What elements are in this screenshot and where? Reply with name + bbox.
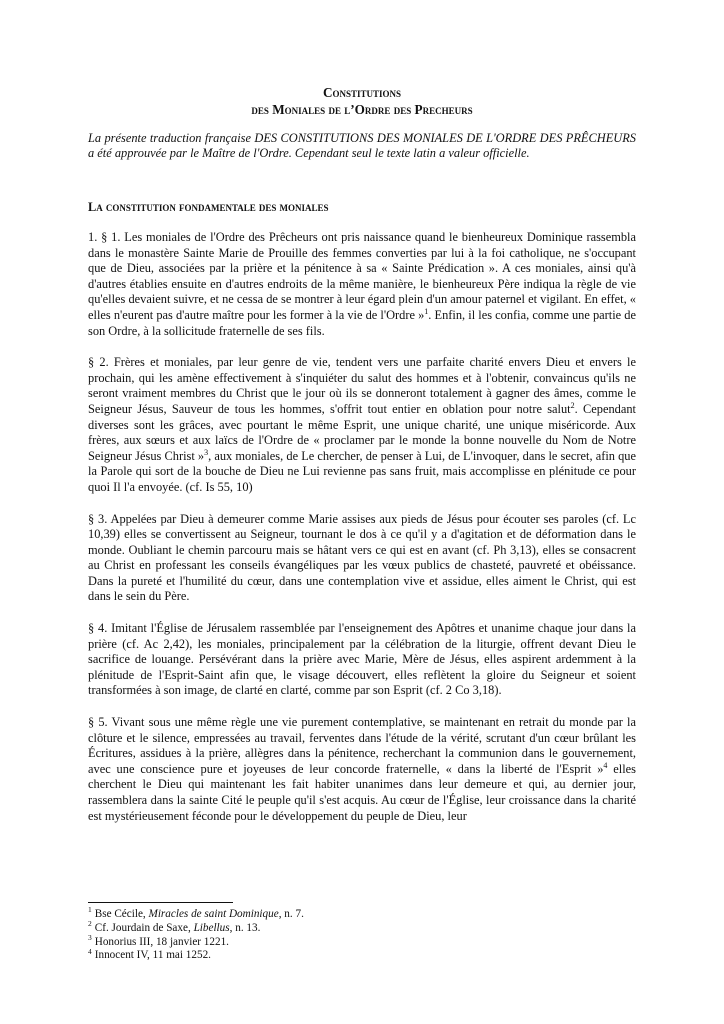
footnote-text: Bse Cécile, (94, 908, 149, 920)
footnote-number: 1 (88, 905, 92, 915)
paragraph-text: 1. § 1. Les moniales de l'Ordre des Prêcheurs ont pris naissance quand le bienheureux Dominique rassembla dans le monastère Sainte Marie de Prouille des femmes converties par lui à la foi catholique, ne s'occupant que de Dieu, associées par la prière et la pénitence à sa « Sainte Prédication ». A ces moniales, ainsi qu'à d'autres établies ensuite en d'autres endroits de la même manière, le bienheureux Père indiqua la règle de vie qu'elles devaient suivre, et ne cessa de se montrer à leur égard plein d'un amour paternel et vigilant. En effet, « elles n'eurent pas d'autre maître pour les former à la vie de l'Ordre » (88, 230, 636, 322)
footnote-title: Miracles de saint Dominique (148, 908, 279, 920)
footnote-number: 4 (88, 946, 92, 956)
footnote (88, 919, 636, 936)
footnote-text: Innocent IV, 11 mai 1252. (94, 949, 211, 962)
paragraph-3: § 3. Appelées par Dieu à demeurer comme Marie assises aux pieds de Jésus pour écouter ses paroles (cf. Lc 10,39) elles se convertissent au Seigneur, tournant le dos à ce qu'il y a d'agitation et de déformation dans le monde. Oubliant le chemin parcouru mais se hâtant vers ce qui est en avant (cf. Ph 3,13), elles se consacrent au Christ en professant les conseils évangéliques par les vœux publics de chasteté, pauvreté et obéissance. Dans la pureté et l'humilité du cœur, dans une contemplation vive et assidue, elles aiment le Christ, qui est dans le sein du Père. (88, 511, 636, 604)
paragraph-text: . Cependant diverses sont les grâces, avec pourtant le même Esprit, une unique charité, une unique miséricorde. Aux frères, aux sœurs et aux laïcs de l'Ordre de « proclamer par le monde la bonne nouvelle du Nom de Notre Seigneur Jésus Christ » (88, 401, 637, 463)
translation-notice: La présente traduction française DES CONSTITUTIONS DES MONIALES DE L'ORDRE DES PRÊCHEURS a été approuvée par le Maître de l'Ordre. Cependant seul le texte latin a valeur officielle. (88, 131, 636, 160)
footnote (88, 905, 636, 922)
paragraph-1 (88, 230, 636, 339)
footnote-number: 3 (88, 932, 92, 942)
paragraph-text: . Enfin, il les confia, comme une partie de son Ordre, à la sollicitude fraternelle de ses fils. (88, 307, 636, 338)
footnote-separator (88, 902, 233, 903)
document-page (88, 84, 636, 824)
footnote-ref: 3 (204, 447, 209, 457)
footnote (88, 932, 636, 950)
footnote-text: Cf. Jourdain de Saxe, (94, 921, 194, 934)
paragraph-5 (88, 715, 636, 824)
paragraph-2 (88, 355, 636, 495)
footnote-title: Libellus (193, 921, 230, 934)
paragraph-text: elles cherchent le Dieu qui maintenant les fait habiter unanimes dans leur demeure et qui, au dernier jour, rassemblera dans la sainte Cité le peuple qu'il s'est acquis. Au cœur de l'Église, leur croissance dans la charité est mystérieusement féconde pour le développement du peuple de Dieu, leur (88, 761, 636, 823)
footnote-ref: 2 (570, 400, 575, 410)
paragraph-text: § 2. Frères et moniales, par leur genre de vie, tendent vers une parfaite charité envers Dieu et envers le prochain, qui les amène effectivement à s'inquiéter du salut des hommes et à l'obtenir, convaincus qu'ils ne seront vraiment membres du Christ que le jour où ils se donneront totalement à gagner des âmes, comme le Seigneur Jésus, Sauveur de tous les hommes, s'offrit tout entier en oblation pour notre salut (88, 355, 636, 416)
paragraph-4: § 4. Imitant l'Église de Jérusalem rassemblée par l'enseignement des Apôtres et unanime chaque jour dans la prière (cf. Ac 2,42), les moniales, principalement par la célébration de la liturgie, offrent devant Dieu le sacrifice de louange. Persévérant dans la prière avec Marie, Mère de Jésus, elles aspirent ardemment à la plénitude de l'Esprit-Saint afin que, le visage découvert, elles reflètent la gloire du Seigneur et soient transformées à son image, de clarté en clarté, comme par son Esprit (cf. 2 Co 3,18). (88, 621, 636, 698)
footnotes (88, 905, 636, 963)
document-title (88, 84, 636, 118)
footnote-ref: 1 (424, 306, 429, 316)
footnote (88, 946, 636, 963)
section-heading: La constitution fondamentale des moniales (88, 200, 329, 214)
paragraph-text: § 5. Vivant sous une même règle une vie purement contemplative, se maintenant en retrait du monde par la clôture et le silence, empressées au travail, ferventes dans l'étude de la vérité, scrutant d'un cœur brûlant les Écritures, assidues à la prière, allègres dans la pénitence, recherchant la communion dans le gouvernement, avec une conscience pure et joyeuses de leur concorde fraternelle, « dans la liberté de l'Esprit » (88, 715, 636, 776)
paragraph-text: , aux moniales, de Le chercher, de penser à Lui, de L'invoquer, dans le secret, afin que la Parole qui sort de la bouche de Dieu ne Lui revienne pas sans fruit, mais accomplisse en plénitude ce pour quoi Il l'a envoyée. (cf. Is 55, 10) (88, 448, 636, 494)
footnote-text: , n. 13. (229, 921, 261, 934)
footnote-ref: 4 (603, 760, 608, 770)
title-line-2: des Moniales de l’Ordre des Precheurs (251, 102, 473, 117)
footnote-text: , n. 7. (278, 908, 304, 920)
footnote-number: 2 (88, 919, 92, 929)
footnote-text: Honorius III, 18 janvier 1221. (94, 935, 229, 948)
title-line-1: Constitutions (322, 85, 402, 100)
